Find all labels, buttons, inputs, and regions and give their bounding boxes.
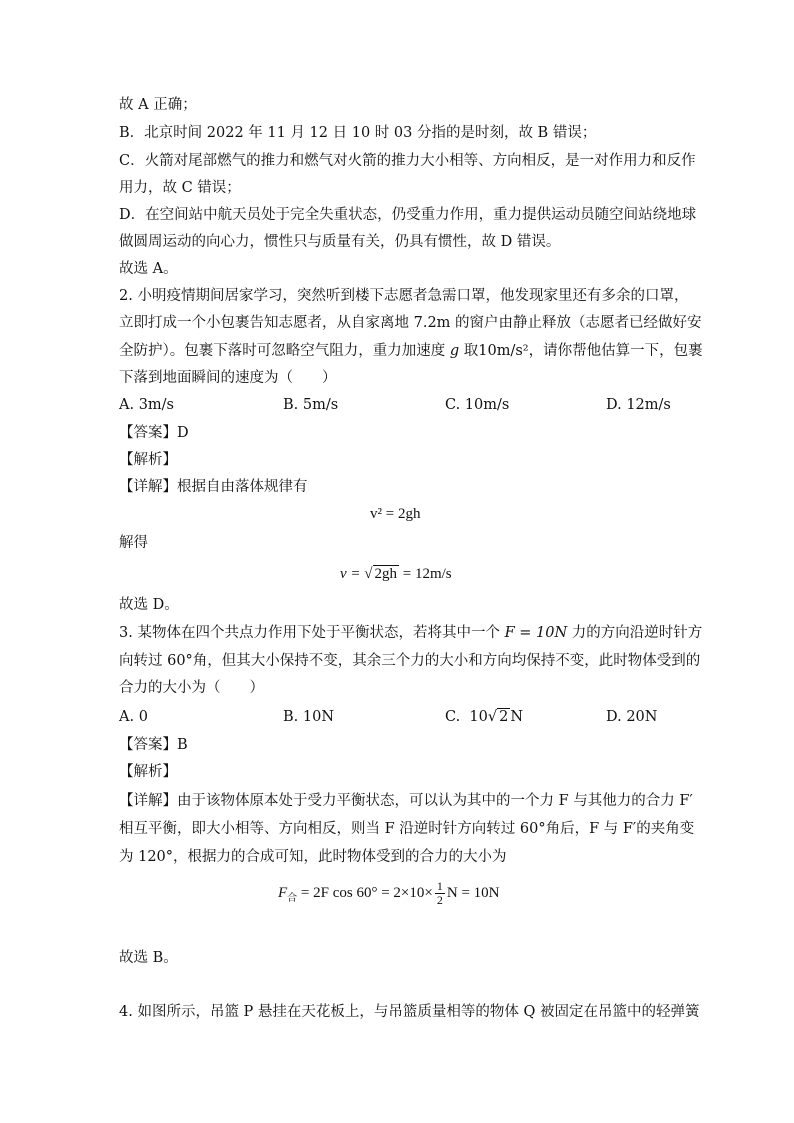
q3-detail: 为 120°，根据力的合成可知，此时物体受到的合力的大小为 <box>119 849 507 865</box>
q2-option-c: C. 10m/s <box>445 397 510 413</box>
text-line: 做圆周运动的向心力，惯性只与质量有关，仍具有惯性，故 D 错误。 <box>119 234 561 250</box>
q2-detail: 【详解】根据自由落体规律有 <box>119 479 308 495</box>
q2-equation-1: v² = 2gh <box>370 506 421 522</box>
text-line: 故选 A。 <box>119 261 178 277</box>
text-line: C．火箭对尾部燃气的推力和燃气对火箭的推力大小相等、方向相反，是一对作用力和反作 <box>119 153 696 169</box>
q3-answer: 【答案】B <box>119 737 188 753</box>
q2-answer: 【答案】D <box>119 425 189 441</box>
q3-choose: 故选 B。 <box>119 950 178 966</box>
q3-equation: $F_合 = 2F$ cos 60° = 2×10× $\frac{1}{2}$ N = 10N <box>278 879 500 907</box>
text-line: B．北京时间 2022 年 11 月 12 日 10 时 03 分指的是时刻，故 B 错误； <box>119 125 597 141</box>
text-line: 用力，故 C 错误； <box>119 180 241 196</box>
q3-detail: 相互平衡，即大小相等、方向相反，则当 F 沿逆时针方向转过 60°角后，F 与 F′的夹角变 <box>119 821 695 837</box>
text-line: D．在空间站中航天员处于完全失重状态，仍受重力作用，重力提供运动员随空间站绕地球 <box>119 207 697 223</box>
question-2-line: 立即打成一个小包裹告知志愿者，从自家离地 7.2m 的窗户由静止释放（志愿者已经做好安 <box>119 315 702 331</box>
question-3-line: 3. 某物体在四个共点力作用下处于平衡状态，若将其中一个 F = 10N 力的方向沿逆时针方 <box>119 625 703 641</box>
question-2-line: 下落到地面瞬间的速度为（ ） <box>119 370 337 386</box>
q3-option-d: D. 20N <box>606 709 658 725</box>
q3-analysis: 【解析】 <box>119 764 177 780</box>
q2-equation-2: v = √ 2gh = 12m/s <box>340 566 452 582</box>
q3-option-c: C. 10√ 2 N <box>445 709 524 725</box>
question-2-line: 全防护）。包裹下落时可忽略空气阻力，重力加速度 g 取10m/s²，请你帮他估算一下，包裹 <box>119 343 703 359</box>
question-3-line: 合力的大小为（ ） <box>119 680 264 696</box>
q3-option-a: A. 0 <box>119 709 148 725</box>
question-4-line: 4. 如图所示，吊篮 P 悬挂在天花板上，与吊篮质量相等的物体 Q 被固定在吊篮中的轻弹簧 <box>119 1004 700 1020</box>
q2-analysis: 【解析】 <box>119 452 177 468</box>
q3-detail: 【详解】由于该物体原本处于受力平衡状态，可以认为其中的一个力 F 与其他力的合力 F′ <box>119 793 693 809</box>
q3-option-b: B. 10N <box>283 709 335 725</box>
q2-choose: 故选 D。 <box>119 597 179 613</box>
q2-option-d: D. 12m/s <box>606 397 671 413</box>
question-3-line: 向转过 60°角，但其大小保持不变，其余三个力的大小和方向均保持不变，此时物体受到的 <box>119 653 701 669</box>
q2-option-a: A. 3m/s <box>119 397 174 413</box>
q2-solve: 解得 <box>119 535 148 551</box>
question-2-line: 2. 小明疫情期间居家学习，突然听到楼下志愿者急需口罩，他发现家里还有多余的口罩， <box>119 288 689 304</box>
q2-option-b: B. 5m/s <box>283 397 339 413</box>
text-line: 故 A 正确； <box>119 97 197 113</box>
